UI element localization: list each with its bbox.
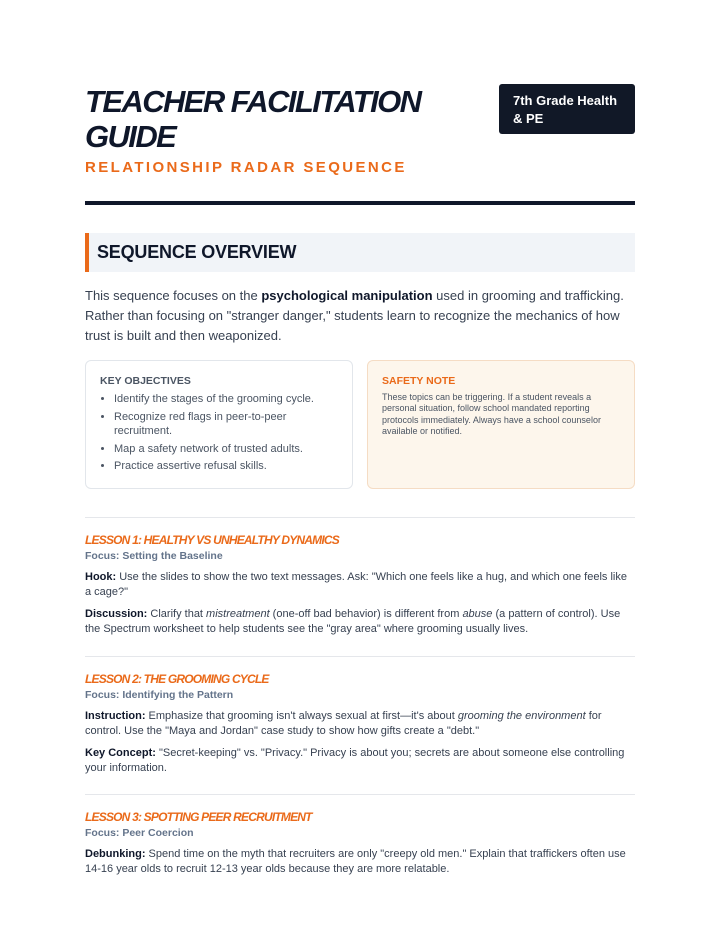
para-label: Key Concept: [85, 747, 156, 759]
lesson-debunking [85, 847, 635, 877]
page-title: TEACHER FACILITATION GUIDE [85, 84, 421, 154]
para-text: (one-off bad behavior) is different from [269, 608, 463, 620]
para-emphasis: mistreatment [206, 608, 270, 620]
para-text: (a pattern of control). Use the Spectrum worksheet to help students see the "gray area" where grooming usually lives. [85, 608, 621, 635]
objective-item: • Recognize red flags in peer-to-peer recruitment. [114, 410, 338, 439]
lesson-divider [85, 794, 635, 795]
para-text: Use the slides to show the two text messages. Ask: "Which one feels like a hug, and which one feels like a cage?" [85, 571, 627, 598]
objective-item: • Map a safety network of trusted adults. [114, 442, 338, 457]
para-label: Discussion: [85, 608, 148, 620]
lesson-title: LESSON 2: THE GROOMING CYCLE [85, 672, 269, 686]
lesson-focus: Focus: Peer Coercion [85, 827, 194, 839]
intro-text-end: used in grooming and trafficking. Rather than focusing on "stranger danger," students learn to recognize the mechanics of how trust is built and then weaponized. [85, 288, 624, 343]
lesson-discussion [85, 607, 635, 637]
lesson-2 [85, 672, 635, 776]
para-text: Emphasize that grooming isn't always sexual at first—it's about [145, 710, 458, 722]
overview-intro [85, 286, 635, 346]
para-label: Debunking: [85, 848, 146, 860]
safety-note-text: These topics can be triggering. If a student reveals a personal situation, follow school mandated reporting protocols immediately. Always have a school counselor available or notified. [382, 392, 601, 436]
para-emphasis: grooming the environment [457, 710, 586, 722]
para-text: Clarify that [147, 608, 207, 620]
lesson-instruction [85, 709, 635, 739]
grade-badge: 7th Grade Health & PE [499, 84, 635, 134]
intro-text-start: This sequence focuses on the [85, 288, 262, 303]
safety-note-card [367, 360, 635, 489]
lesson-divider [85, 656, 635, 657]
safety-note-title: SAFETY NOTE [382, 375, 456, 387]
lesson-hook [85, 570, 635, 600]
lesson-focus: Focus: Identifying the Pattern [85, 689, 234, 701]
guide-page [85, 84, 635, 875]
para-text: "Secret-keeping" vs. "Privacy." Privacy is about you; secrets are about someone else controlling your information. [85, 747, 625, 774]
objective-item: • Identify the stages of the grooming cycle. [114, 392, 338, 407]
para-label: Hook: [85, 571, 117, 583]
lesson-3 [85, 810, 635, 877]
lesson-title: LESSON 3: SPOTTING PEER RECRUITMENT [85, 810, 312, 824]
para-text: Spend time on the myth that recruiters are only "creepy old men." Explain that traffickers often use 14-16 year olds to recruit 12-13 year olds because they are more relatable. [85, 848, 626, 875]
header-divider [85, 201, 635, 205]
page-header [85, 84, 635, 176]
intro-emphasis: psychological manipulation [261, 288, 433, 303]
section-heading-label: SEQUENCE OVERVIEW [97, 242, 297, 262]
objective-item: • Practice assertive refusal skills. [114, 459, 338, 474]
lesson-title: LESSON 1: HEALTHY VS UNHEALTHY DYNAMICS [85, 533, 339, 547]
lesson-focus: Focus: Setting the Baseline [85, 550, 223, 562]
para-text: for control. Use the "Maya and Jordan" case study to show how gifts create a "debt." [85, 710, 602, 737]
lesson-key-concept [85, 746, 635, 776]
page-subtitle: RELATIONSHIP RADAR SEQUENCE [85, 159, 407, 176]
lesson-divider [85, 517, 635, 518]
objectives-list [100, 392, 338, 474]
lesson-1 [85, 533, 635, 637]
section-heading-overview [85, 233, 635, 272]
para-emphasis: abuse [462, 608, 493, 620]
objectives-card [85, 360, 353, 489]
objectives-title: KEY OBJECTIVES [100, 375, 191, 387]
para-label: Instruction: [85, 710, 146, 722]
